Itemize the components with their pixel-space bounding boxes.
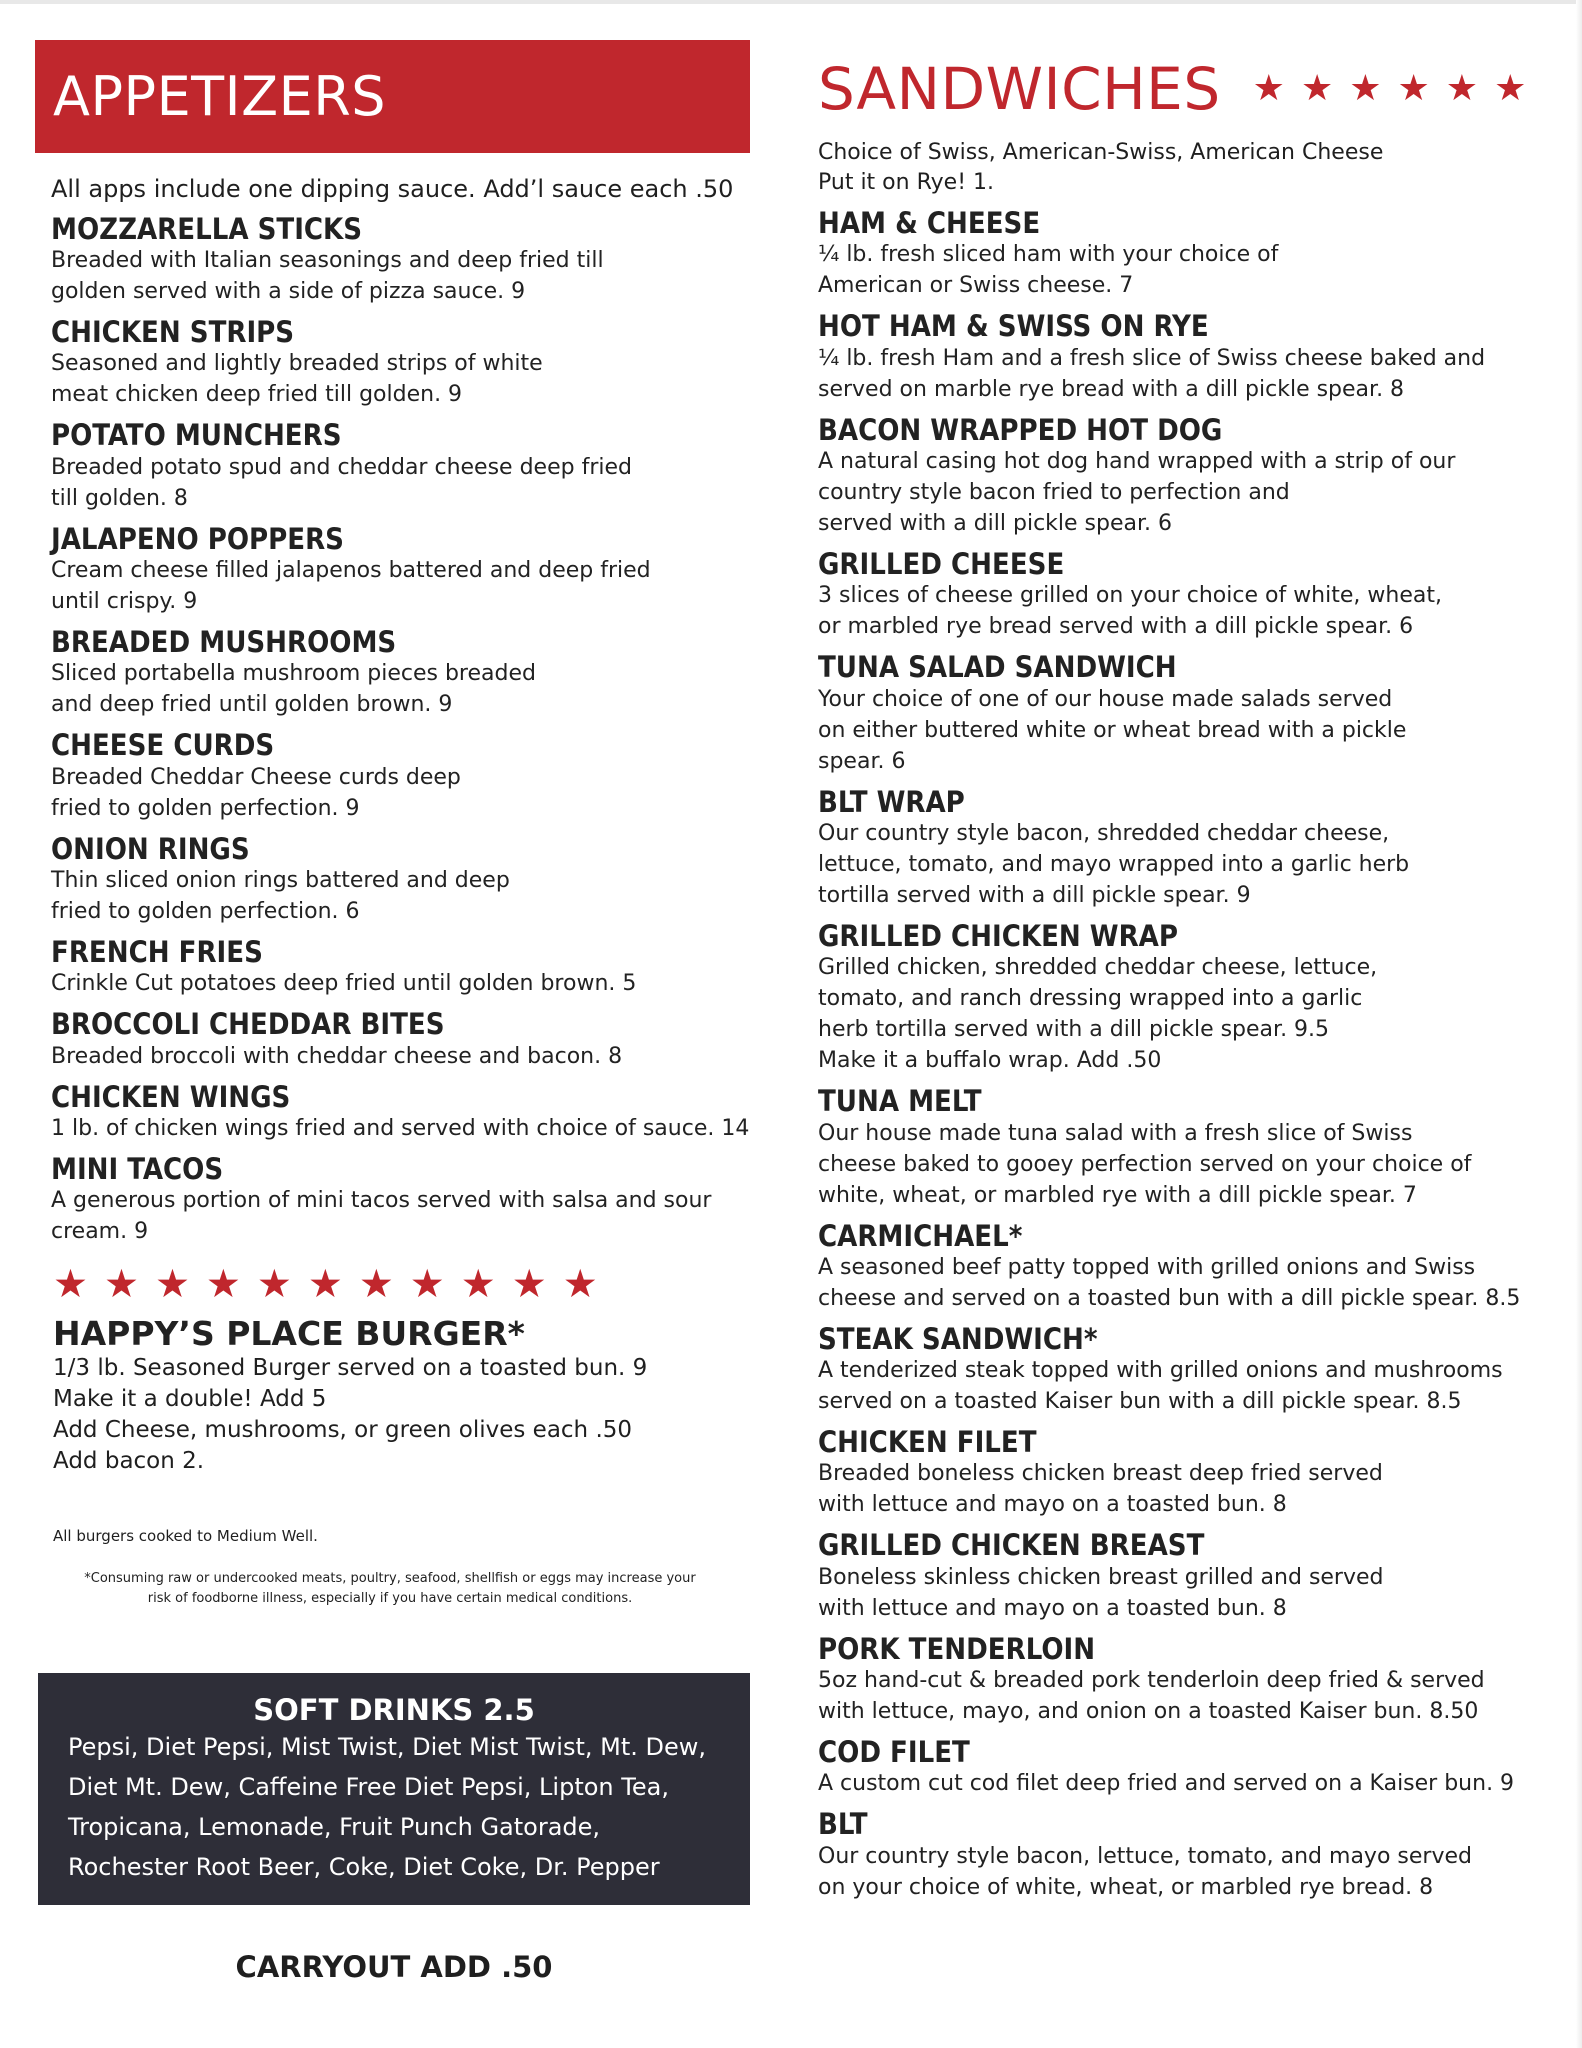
item-desc: Our country style bacon, shredded cheddar cheese, lettuce, tomato, and mayo wrapped into a garlic herb tortilla served with a dill pickle spear. 9 xyxy=(818,820,1410,908)
star-icon: ★ xyxy=(1349,68,1382,109)
menu-item xyxy=(51,1151,750,1247)
item-name: MOZZARELLA STICKS xyxy=(51,211,363,246)
sandwiches-stars xyxy=(1252,68,1527,109)
star-icon: ★ xyxy=(103,1262,139,1308)
item-desc: A generous portion of mini tacos served with salsa and sour cream. 9 xyxy=(51,1188,712,1245)
item-name: CHEESE CURDS xyxy=(51,728,275,763)
star-icon: ★ xyxy=(358,1262,394,1308)
item-desc: Breaded Cheddar Cheese curds deep fried to golden perfection. 9 xyxy=(51,764,461,821)
scan-edge-top xyxy=(0,0,1582,4)
item-desc: 1 lb. of chicken wings fried and served with choice of sauce. 14 xyxy=(51,1115,750,1141)
burger-bacon: Add bacon 2. xyxy=(53,1447,205,1474)
star-divider xyxy=(53,1262,750,1308)
sandwiches-note: Choice of Swiss, American-Swiss, American Cheese Put it on Rye! 1. xyxy=(818,140,1384,195)
menu-item xyxy=(51,420,750,513)
star-icon: ★ xyxy=(562,1262,598,1308)
item-name: MINI TACOS xyxy=(51,1151,224,1186)
star-icon: ★ xyxy=(205,1262,241,1308)
item-name: ONION RINGS xyxy=(51,831,250,866)
appetizers-list xyxy=(51,211,750,1247)
menu-item xyxy=(51,1009,750,1071)
item-desc: A natural casing hot dog hand wrapped with a strip of our country style bacon fried to perfection and served with a dill pickle spear. 6 xyxy=(818,448,1456,536)
item-name: GRILLED CHEESE xyxy=(818,546,1065,581)
item-name: BREADED MUSHROOMS xyxy=(51,625,397,660)
burger-double: Make it a double! Add 5 xyxy=(53,1385,327,1412)
star-icon: ★ xyxy=(1252,68,1285,109)
item-name: BACON WRAPPED HOT DOG xyxy=(818,412,1223,447)
menu-item xyxy=(818,1086,1548,1210)
menu-item xyxy=(51,1079,750,1144)
burger-section xyxy=(53,1316,750,1476)
item-desc: Boneless skinless chicken breast grilled and served with lettuce and mayo on a toasted bun. 8 xyxy=(818,1564,1384,1621)
item-desc: Breaded potato spud and cheddar cheese deep fried till golden. 8 xyxy=(51,454,632,511)
soft-drinks-box xyxy=(38,1673,750,1905)
burger-addons: Add Cheese, mushrooms, or green olives each .50 xyxy=(53,1416,633,1443)
item-name: GRILLED CHICKEN WRAP xyxy=(818,918,1178,953)
appetizers-section xyxy=(35,40,750,1609)
item-desc: Breaded boneless chicken breast deep fried served with lettuce and mayo on a toasted bun. 8 xyxy=(818,1461,1383,1518)
menu-item xyxy=(818,311,1548,404)
item-name: TUNA MELT xyxy=(818,1084,982,1119)
sandwiches-list xyxy=(818,208,1548,1903)
menu-item xyxy=(51,730,750,823)
cook-note: All burgers cooked to Medium Well. xyxy=(53,1526,318,1545)
star-icon: ★ xyxy=(460,1262,496,1308)
item-desc: A custom cut cod filet deep fried and served on a Kaiser bun. 9 xyxy=(818,1771,1515,1797)
soft-drinks-line: Pepsi, Diet Pepsi, Mist Twist, Diet Mist Twist, Mt. Dew, xyxy=(68,1733,707,1761)
scan-edge-right xyxy=(1576,0,1582,2048)
menu-item xyxy=(818,546,1548,642)
star-icon: ★ xyxy=(1494,68,1527,109)
sandwiches-title: SANDWICHES xyxy=(818,55,1221,123)
menu-item xyxy=(51,934,750,999)
item-desc: A tenderized steak topped with grilled onions and mushrooms served on a toasted Kaiser bun with a dill pickle spear. 8.5 xyxy=(818,1358,1503,1415)
item-desc: Seasoned and lightly breaded strips of white meat chicken deep fried till golden. 9 xyxy=(51,351,543,408)
item-desc: Our country style bacon, lettuce, tomato, and mayo served on your choice of white, wheat, or marbled rye bread. 8 xyxy=(818,1843,1472,1900)
menu-item xyxy=(818,1427,1548,1520)
item-desc: 5oz hand-cut & breaded pork tenderloin deep fried & served with lettuce, mayo, and onion on a toasted Kaiser bun. 8.50 xyxy=(818,1668,1485,1725)
menu-item xyxy=(818,1737,1548,1799)
item-name: HAM & CHEESE xyxy=(818,206,1041,240)
item-desc: Cream cheese filled jalapenos battered and deep fried until crispy. 9 xyxy=(51,558,651,615)
star-icon: ★ xyxy=(1397,68,1430,109)
star-icon: ★ xyxy=(256,1262,292,1308)
star-icon: ★ xyxy=(1300,68,1334,109)
star-icon: ★ xyxy=(307,1262,343,1308)
star-icon: ★ xyxy=(409,1262,445,1308)
menu-item xyxy=(818,918,1548,1076)
item-name: PORK TENDERLOIN xyxy=(818,1631,1096,1666)
item-name: CHICKEN FILET xyxy=(818,1425,1037,1460)
menu-item xyxy=(818,784,1548,911)
menu-item xyxy=(818,412,1548,539)
soft-drinks-line: Tropicana, Lemonade, Fruit Punch Gatorade, xyxy=(68,1813,601,1841)
item-desc: ¼ lb. fresh sliced ham with your choice of American or Swiss cheese. 7 xyxy=(818,242,1279,299)
item-name: POTATO MUNCHERS xyxy=(51,418,342,453)
menu-item xyxy=(51,831,750,927)
item-desc: ¼ lb. fresh Ham and a fresh slice of Swiss cheese baked and served on marble rye bread with a dill pickle spear. 8 xyxy=(818,345,1486,402)
menu-item xyxy=(818,1321,1548,1417)
burger-name: HAPPY’S PLACE BURGER* xyxy=(53,1314,525,1354)
item-desc: Sliced portabella mushroom pieces breaded and deep fried until golden brown. 9 xyxy=(51,661,536,718)
item-name: JALAPENO POPPERS xyxy=(51,521,344,556)
sandwiches-section xyxy=(818,55,1548,1903)
item-name: GRILLED CHICKEN BREAST xyxy=(818,1528,1205,1563)
item-name: COD FILET xyxy=(818,1735,970,1770)
appetizers-banner xyxy=(35,40,750,153)
item-desc: Grilled chicken, shredded cheddar cheese, lettuce, tomato, and ranch dressing wrapped into a garlic herb tortilla served with a dill pickle spear. 9.5 Make it a buffalo wrap. Add .50 xyxy=(818,955,1378,1074)
item-desc: Our house made tuna salad with a fresh slice of Swiss cheese baked to gooey perfection served on your choice of white, wheat, or marbled rye with a dill pickle spear. 7 xyxy=(818,1120,1472,1208)
burger-desc: 1/3 lb. Seasoned Burger served on a toasted bun. 9 xyxy=(53,1354,648,1381)
item-desc: Thin sliced onion rings battered and deep fried to golden perfection. 6 xyxy=(51,867,510,924)
item-desc: A seasoned beef patty topped with grilled onions and Swiss cheese and served on a toasted bun with a dill pickle spear. 8.5 xyxy=(818,1254,1521,1311)
appetizers-note: All apps include one dipping sauce. Add’l sauce each .50 xyxy=(51,175,734,203)
menu-item xyxy=(51,521,750,617)
star-icon: ★ xyxy=(154,1262,190,1308)
sandwiches-header xyxy=(818,55,1548,123)
item-name: CHICKEN WINGS xyxy=(51,1079,291,1114)
item-name: CARMICHAEL* xyxy=(818,1218,1023,1253)
menu-item xyxy=(51,317,750,410)
appetizers-title: APPETIZERS xyxy=(53,64,387,128)
item-desc: Breaded broccoli with cheddar cheese and bacon. 8 xyxy=(51,1043,623,1069)
item-name: BROCCOLI CHEDDAR BITES xyxy=(51,1007,445,1042)
menu-item xyxy=(51,211,750,307)
item-name: TUNA SALAD SANDWICH xyxy=(818,650,1177,685)
soft-drinks-line: Rochester Root Beer, Coke, Diet Coke, Dr. Pepper xyxy=(68,1853,660,1881)
soft-drinks-line: Diet Mt. Dew, Caffeine Free Diet Pepsi, Lipton Tea, xyxy=(68,1773,669,1801)
item-desc: Crinkle Cut potatoes deep fried until golden brown. 5 xyxy=(51,971,637,997)
item-desc: Your choice of one of our house made salads served on either buttered white or wheat bread with a pickle spear. 6 xyxy=(818,686,1407,774)
soft-drinks-title: SOFT DRINKS 2.5 xyxy=(253,1693,535,1727)
menu-item xyxy=(818,1631,1548,1727)
item-name: BLT xyxy=(818,1807,868,1842)
item-desc: 3 slices of cheese grilled on your choice of white, wheat, or marbled rye bread served with a dill pickle spear. 6 xyxy=(818,583,1442,640)
carryout-note: CARRYOUT ADD .50 xyxy=(235,1950,553,1984)
consumer-warning: *Consuming raw or undercooked meats, poultry, seafood, shellfish or eggs may increase your risk of foodborne illness, especially if you have certain medical conditions. xyxy=(84,1570,696,1606)
menu-item xyxy=(818,1809,1548,1902)
menu-item xyxy=(818,652,1548,776)
star-icon: ★ xyxy=(53,1262,88,1308)
item-name: FRENCH FRIES xyxy=(51,934,263,969)
menu-item xyxy=(818,1218,1548,1314)
item-name: STEAK SANDWICH* xyxy=(818,1321,1098,1356)
menu-item xyxy=(818,1530,1548,1623)
item-desc: Breaded with Italian seasonings and deep fried till golden served with a side of pizza sauce. 9 xyxy=(51,248,604,305)
item-name: CHICKEN STRIPS xyxy=(51,315,295,350)
star-icon: ★ xyxy=(511,1262,547,1308)
item-name: BLT WRAP xyxy=(818,784,965,819)
menu-item xyxy=(818,208,1548,301)
star-icon: ★ xyxy=(1445,68,1479,109)
item-name: HOT HAM & SWISS ON RYE xyxy=(818,309,1209,344)
menu-item xyxy=(51,627,750,720)
